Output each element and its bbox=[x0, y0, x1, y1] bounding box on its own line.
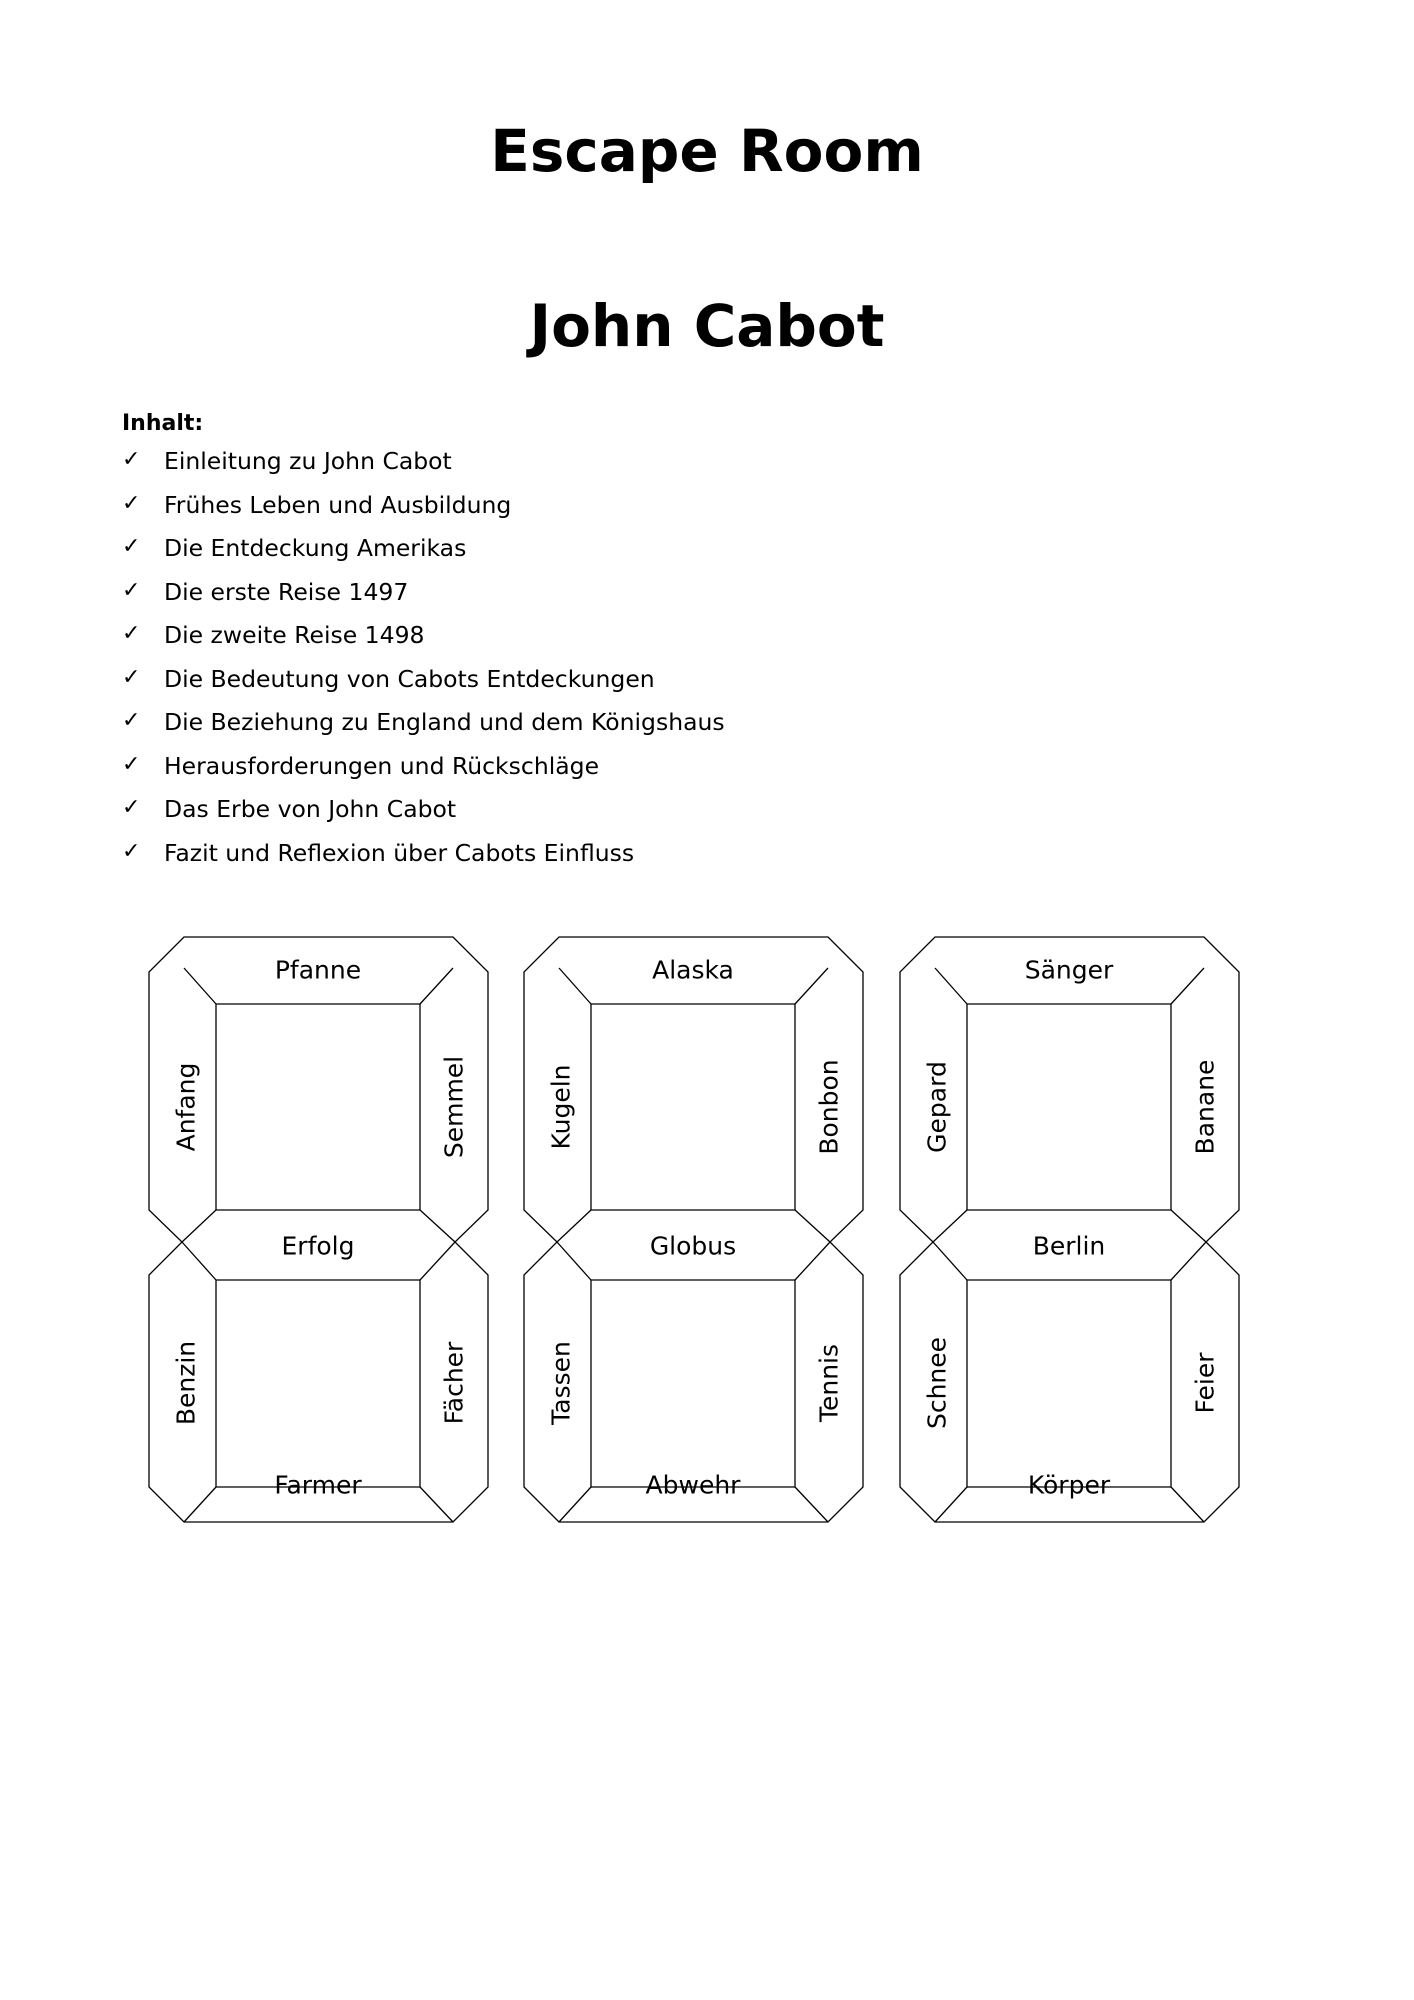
checkmark-icon: ✓ bbox=[122, 621, 141, 646]
list-item-label: Die Entdeckung Amerikas bbox=[164, 534, 467, 562]
checkmark-icon: ✓ bbox=[122, 534, 141, 559]
segment-label-bottom: Körper bbox=[1027, 1470, 1111, 1500]
lower-answer-box bbox=[216, 1280, 420, 1487]
checkmark-icon: ✓ bbox=[122, 795, 141, 820]
segment-label-middle: Berlin bbox=[1032, 1231, 1106, 1261]
list-item-label: Die Beziehung zu England und dem Königshaus bbox=[164, 708, 725, 736]
segment-label-upper-right: Semmel bbox=[439, 1055, 469, 1159]
word-puzzle-1 bbox=[149, 937, 488, 1522]
list-item-label: Die Bedeutung von Cabots Entdeckungen bbox=[164, 664, 655, 693]
lower-answer-box bbox=[967, 1280, 1171, 1487]
segment-label-middle: Erfolg bbox=[281, 1231, 355, 1261]
contents-heading: Inhalt: bbox=[122, 411, 204, 436]
checkmark-icon: ✓ bbox=[122, 751, 141, 777]
segment-label-lower-left: Benzin bbox=[171, 1340, 201, 1426]
segment-label-middle: Globus bbox=[649, 1231, 737, 1261]
list-item-label: Die erste Reise 1497 bbox=[164, 577, 409, 606]
list-item-label: Herausforderungen und Rückschläge bbox=[164, 751, 600, 780]
segment-label-lower-right: Feier bbox=[1190, 1352, 1220, 1414]
upper-answer-box bbox=[216, 1004, 420, 1210]
segment-label-lower-right: Tennis bbox=[814, 1343, 844, 1423]
checkmark-icon: ✓ bbox=[122, 664, 141, 690]
page-subtitle: John Cabot bbox=[529, 292, 885, 360]
checkmark-icon: ✓ bbox=[122, 490, 141, 516]
segment-label-top: Sänger bbox=[1024, 955, 1114, 985]
segment-label-bottom: Abwehr bbox=[645, 1470, 741, 1500]
puzzle-outline bbox=[524, 937, 863, 1522]
segment-label-upper-right: Bonbon bbox=[814, 1059, 844, 1155]
checkmark-icon: ✓ bbox=[122, 577, 141, 603]
segment-label-bottom: Farmer bbox=[274, 1470, 362, 1500]
segment-label-upper-left: Gepard bbox=[922, 1061, 952, 1153]
segment-label-upper-left: Anfang bbox=[171, 1062, 201, 1152]
upper-answer-box bbox=[591, 1004, 795, 1210]
checkmark-icon: ✓ bbox=[122, 708, 141, 733]
page-title: Escape Room bbox=[490, 117, 924, 185]
list-item-label: Einleitung zu John Cabot bbox=[164, 447, 452, 475]
word-puzzle-2 bbox=[524, 937, 863, 1522]
segment-label-lower-left: Tassen bbox=[546, 1341, 576, 1425]
checkmark-icon: ✓ bbox=[122, 447, 141, 472]
segment-label-upper-right: Banane bbox=[1190, 1059, 1220, 1155]
upper-answer-box bbox=[967, 1004, 1171, 1210]
list-item-label: Das Erbe von John Cabot bbox=[164, 795, 457, 823]
lower-answer-box bbox=[591, 1280, 795, 1487]
segment-label-top: Pfanne bbox=[274, 955, 362, 985]
puzzle-outline bbox=[900, 937, 1239, 1522]
list-item-label: Die zweite Reise 1498 bbox=[164, 621, 425, 649]
word-puzzle-3 bbox=[900, 937, 1239, 1522]
checkmark-icon: ✓ bbox=[122, 838, 141, 864]
list-item-label: Frühes Leben und Ausbildung bbox=[164, 490, 512, 519]
list-item-label: Fazit und Reflexion über Cabots Einfluss bbox=[164, 838, 635, 867]
segment-label-top: Alaska bbox=[652, 955, 734, 985]
segment-label-lower-left: Schnee bbox=[922, 1336, 952, 1430]
segment-label-lower-right: Fächer bbox=[439, 1341, 469, 1425]
segment-label-upper-left: Kugeln bbox=[546, 1064, 576, 1150]
puzzle-outline bbox=[149, 937, 488, 1522]
